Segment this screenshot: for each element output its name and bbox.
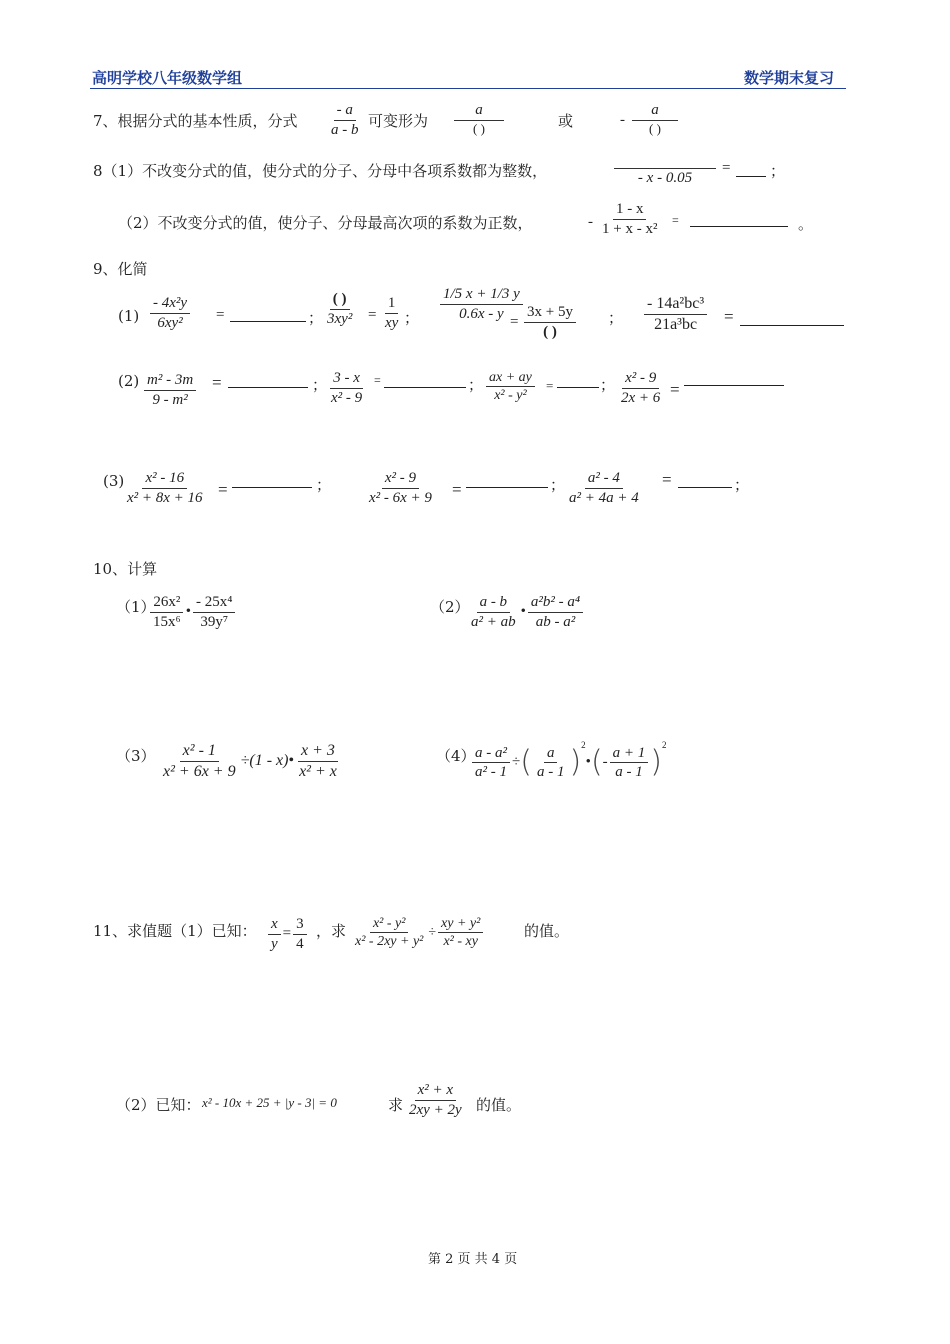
q8-p2-neg: - [588,214,593,230]
q9-k-eq: = [662,470,672,489]
q11-x-num: x [268,916,281,935]
q9-a-num: - 4x²y [150,295,190,314]
q11-x-den: y [271,935,278,952]
q11-p2-num: x² + x [415,1082,456,1101]
q7-r1-den: ( ) [473,120,485,136]
q11-p2-den: 2xy + 2y [409,1101,462,1118]
q8-p2-num: 1 - x [613,201,647,220]
q9-d-num: - 14a²bc³ [644,295,707,315]
q9-k-semi: ； [734,476,750,494]
q9-f-den: x² - 9 [331,389,363,406]
header-right: 数学期末复习 [744,69,835,87]
q9-g-num: ax + ay [486,370,535,387]
q8-p2-end: 。 [798,215,814,233]
q9-g-eq: = [546,378,554,393]
q10-p3-a-num: x² - 1 [180,742,219,762]
q9-b-rden: xy [385,314,399,331]
q7-den: a - b [331,121,359,138]
q8-p1-fraction [612,150,718,186]
q9-f-fraction [326,370,367,406]
q10-label: 10、计算 [93,560,158,578]
q9-e-den: 9 - m² [152,391,188,408]
q9-a-den: 6xy² [157,314,183,331]
q9-b-num: ( ) [330,291,350,310]
q9-r2-label: (2) [118,372,140,390]
q9-b-result [380,295,403,331]
page-footer: 第 2 页 共 4 页 [428,1252,518,1267]
q10-p4-exp-1: 2 [581,740,586,750]
q9-i-fraction [122,470,208,506]
q9-c-result [522,304,578,340]
q11-e-den: x² - 2xy + y² [355,934,424,950]
q10-p1-a-num: 26x² [150,594,183,613]
q9-b-semi: ； [404,309,420,327]
q11-label: 11、求值题（1）已知： [93,922,257,940]
q9-c-rnum: 3x + 5y [524,304,576,323]
q10-p4-label: （4） [436,747,476,765]
q9-b-rnum: 1 [385,295,399,314]
q8-p2-den: 1 + x - x² [602,220,658,237]
q10-p4-rparen-1: ) [569,744,582,780]
q11-p2-label: （2）已知： [116,1096,201,1114]
q10-p2-a-den: a² + ab [471,613,516,630]
q9-h-den: 2x + 6 [621,389,661,406]
q8-p2-blank[interactable] [690,226,788,227]
q9-e-blank[interactable] [228,387,308,388]
q10-p1-a-den: 15x⁶ [153,613,181,630]
q9-k-fraction [564,470,644,506]
q9-g-den: x² - y² [494,388,527,404]
q7-r2-num: a [632,102,678,121]
q9-j-blank[interactable] [466,487,548,488]
q9-i-semi: ； [316,476,332,494]
header-left: 高明学校八年级数学组 [92,69,243,87]
q11-p2-cond: x² - 10x + 25 + |y - 3| = 0 [202,1095,337,1110]
q9-c-rden: ( ) [543,323,557,340]
q11-p2-ask: 求 [388,1096,404,1114]
q10-p4-b-den: a - 1 [536,764,565,781]
q10-p4-dot: • [585,754,591,770]
header-divider [90,88,846,89]
q7-mid: 可变形为 [368,112,429,130]
q8-p1-blank[interactable] [736,176,766,177]
q11-val-num: 3 [293,916,307,935]
q9-j-eq: = [452,480,462,499]
q10-p1-b-den: 39y⁷ [200,613,229,630]
q8-p2-eq: = [672,213,679,227]
q9-h-num: x² - 9 [622,370,659,389]
q10-p3-label: （3） [116,747,156,765]
q9-f-eq: = [374,373,381,387]
q9-j-semi: ； [550,476,566,494]
q10-p4-a-num: a - a² [472,745,510,764]
q10-p4-c-num: a + 1 [610,745,649,764]
q7-r1-num: a [454,102,504,121]
q9-h-fraction [616,370,665,406]
q10-p4-div: ÷ [512,754,521,770]
q9-j-den: x² - 6x + 9 [369,489,432,506]
q9-f-semi: ； [468,376,484,394]
q9-i-den: x² + 8x + 16 [127,489,203,506]
q9-r3-label: (3) [103,472,125,490]
q11-div: ÷ [428,925,437,941]
q9-c-num: 1/5 x + 1/3 y [440,286,523,305]
q11-f-num: xy + y² [438,916,483,933]
q9-h-blank[interactable] [684,385,784,386]
q9-c-eq: = [510,314,519,330]
q7-r2-den: ( ) [649,120,661,136]
q10-p4-a-den: a² - 1 [475,764,507,781]
q9-f-num: 3 - x [330,370,363,389]
q9-d-blank[interactable] [740,325,844,326]
q7-neg: - [620,112,625,128]
q10-p2-label: （2） [430,598,470,616]
q10-p3-b-den: x² + x [299,762,337,780]
q10-p1-label: （1） [116,598,156,616]
q11-p2-fraction [404,1082,467,1118]
q10-p4-lparen-2: ( [590,744,603,780]
q9-a-blank[interactable] [230,321,306,322]
q9-d-den: 21a³bc [654,315,698,333]
q10-p2-b-num: a²b² - a⁴ [528,594,583,613]
q10-p1-b-num: - 25x⁴ [193,594,235,613]
q9-a-eq: = [216,307,225,323]
q9-d-eq: = [724,307,734,326]
q9-g-semi: ； [600,376,616,394]
q9-a-semi: ； [308,309,324,327]
q9-b-den: 3xy² [327,310,353,327]
q8-p1-eq: = [722,160,731,176]
q9-e-num: m² - 3m [144,372,196,391]
q11-given: $\frac{x}{y}$ = $\frac{3}{4}$ [266,916,309,952]
q9-b-eq: = [368,307,377,323]
q9-k-num: a² - 4 [585,470,623,489]
q10-p1-dot: • [185,603,191,620]
q10-p2-dot: • [520,603,526,620]
q8-p2-fraction [597,201,662,237]
q9-h-eq: = [670,380,680,399]
q8-p1-label: 8（1）不改变分式的值，使分式的分子、分母中各项系数都为整数， [93,162,548,180]
q9-e-eq: = [212,373,222,392]
q11-p2-end: 的值。 [476,1096,522,1114]
q11-e-num: x² - y² [370,916,408,933]
q9-c-semi: ； [608,309,624,327]
q7-result-2 [630,102,680,136]
q9-j-fraction [364,470,437,506]
q7-fraction [326,102,364,138]
q10-p4-expr [470,740,667,781]
q10-p4-rparen-2: ) [650,744,662,780]
q10-p4-neg: - [602,754,608,770]
q10-p2-expr [466,594,585,630]
q9-g-fraction [484,370,537,404]
q9-i-eq: = [218,480,228,499]
q9-i-num: x² - 16 [142,470,187,489]
q10-p1-expr [148,594,237,630]
q10-p4-c-den: a - 1 [615,764,643,781]
q9-label: 9、化简 [93,260,148,278]
q9-c-den: 0.6x - y [459,305,504,322]
q9-j-num: x² - 9 [382,470,419,489]
q11-expr [350,916,485,950]
q10-p3-expr [158,742,342,780]
q7-or: 或 [558,112,574,130]
q9-e-semi: ； [312,376,328,394]
q10-p2-a-num: a - b [477,594,511,613]
q9-b-fraction [322,291,357,327]
q9-k-den: a² + 4a + 4 [569,489,639,506]
q10-p4-lparen-1: ( [520,744,532,780]
q8-p1-den: - x - 0.05 [637,169,693,186]
q11-f-den: x² - xy [443,934,478,950]
q11-val-den: 4 [296,935,304,952]
q10-p4-b-num: a [544,745,558,764]
q10-p3-dot: • [288,751,295,769]
q10-p2-b-den: ab - a² [535,613,576,630]
q10-p3-a-den: x² + 6x + 9 [163,762,236,780]
q11-ask: ，求 [316,922,347,940]
q9-a-fraction [148,295,192,331]
q8-p2-label: （2）不改变分式的值，使分子、分母最高次项的系数为正数， [118,214,533,232]
q7-label: 7、根据分式的基本性质，分式 [93,112,298,130]
q10-p3-mid: ÷(1 - x) [240,751,289,769]
q9-i-blank[interactable] [232,487,312,488]
q7-num: - a [334,102,356,121]
q9-k-blank[interactable] [678,487,732,488]
q7-result-1 [452,102,506,136]
q8-p1-end: ； [770,162,786,180]
q9-r1-label: (1) [118,307,140,325]
q10-p4-exp-2: 2 [662,740,667,750]
q9-g-blank[interactable] [557,387,599,388]
q11-end: 的值。 [524,922,570,940]
q9-d-fraction [642,295,709,333]
q9-f-blank[interactable] [384,387,466,388]
q9-e-fraction [142,372,198,408]
q10-p3-b-num: x + 3 [298,742,338,762]
